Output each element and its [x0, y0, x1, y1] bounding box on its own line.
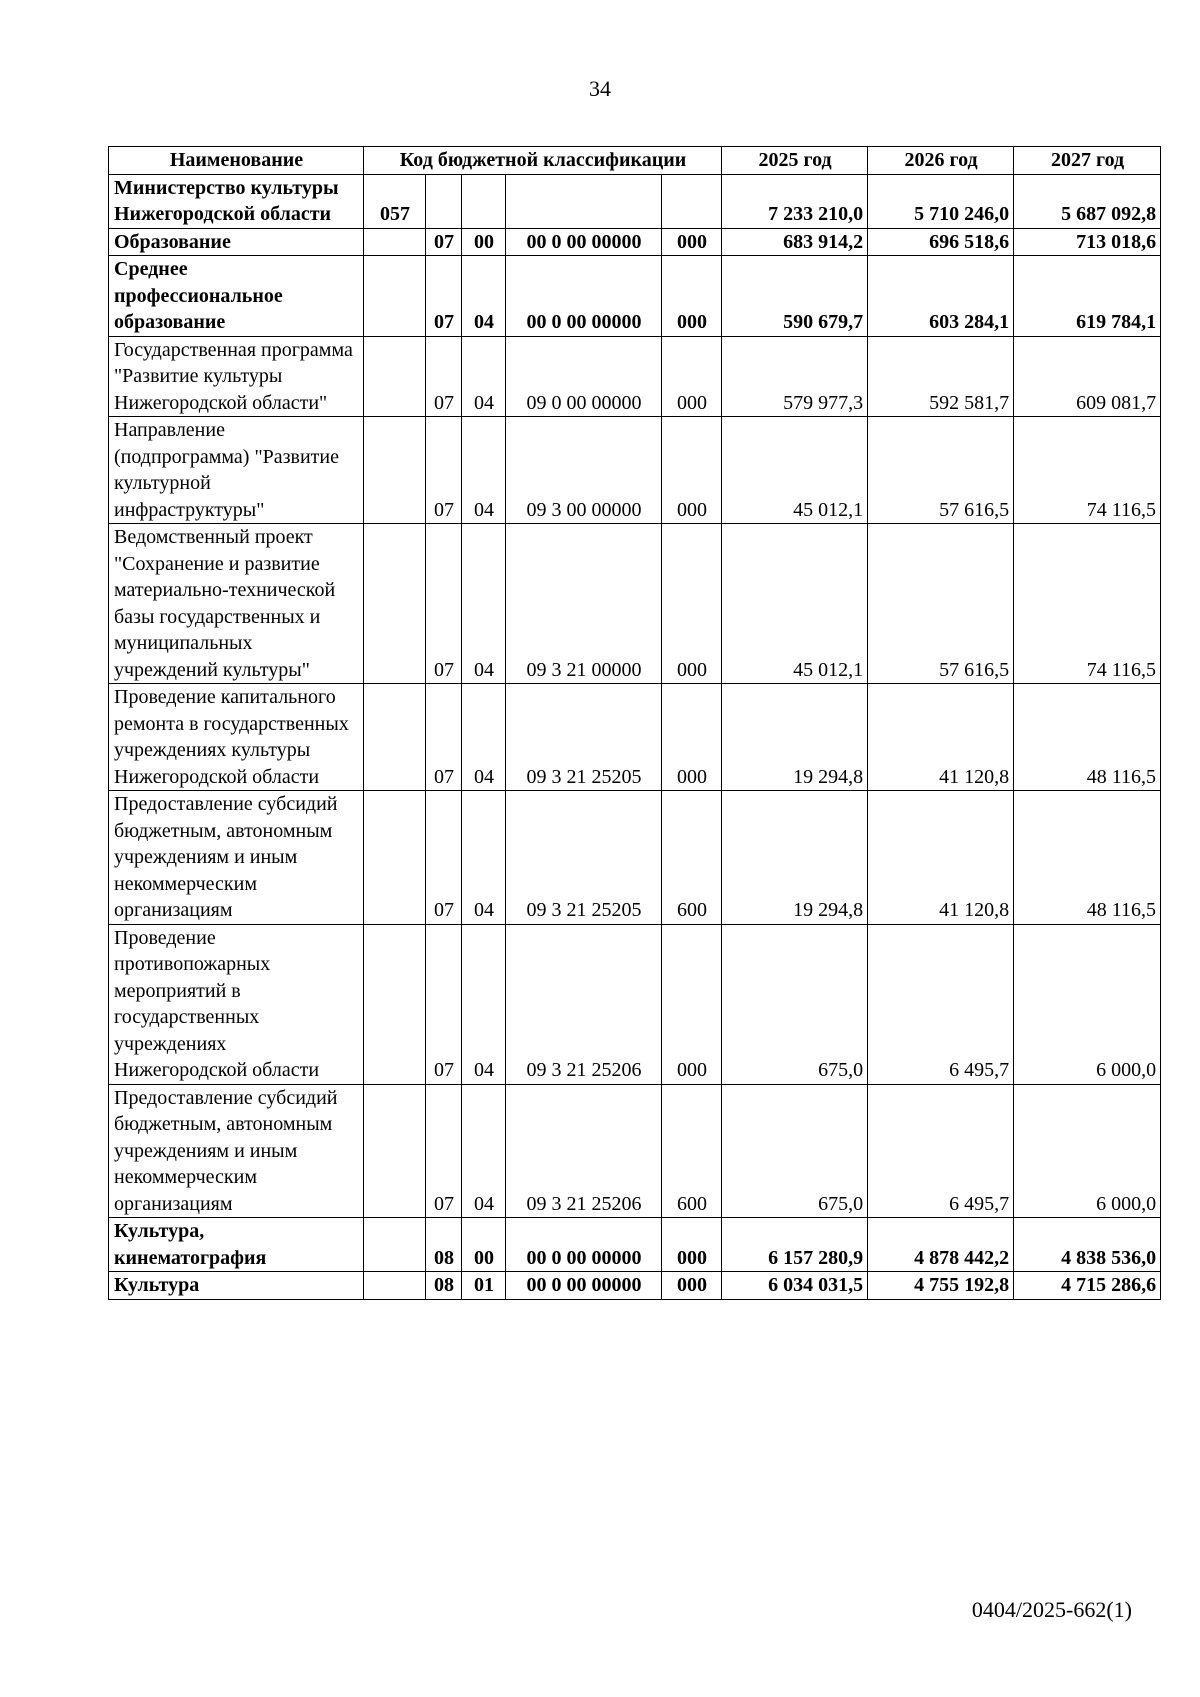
row-expense-type: 000 — [662, 684, 722, 791]
row-ved-code — [364, 336, 426, 417]
table-row — [109, 791, 1161, 925]
row-ved-code: 057 — [364, 174, 426, 228]
table-row — [109, 684, 1161, 791]
row-name: Предоставление субсидий бюджетным, автономным учреждениям и иным некоммерческим организациям — [109, 791, 364, 925]
row-value-2027: 48 116,5 — [1014, 791, 1161, 925]
row-ved-code — [364, 417, 426, 524]
table-row — [109, 1272, 1161, 1300]
table-body — [109, 174, 1161, 1299]
row-value-2026: 41 120,8 — [868, 684, 1014, 791]
row-ved-code — [364, 524, 426, 684]
row-subsection-code: 04 — [462, 256, 506, 337]
budget-table — [108, 146, 1161, 1300]
row-section-code: 07 — [426, 417, 462, 524]
row-target-article: 09 3 00 00000 — [506, 417, 662, 524]
row-value-2027: 5 687 092,8 — [1014, 174, 1161, 228]
row-expense-type: 600 — [662, 1084, 722, 1218]
row-value-2026: 6 495,7 — [868, 1084, 1014, 1218]
header-code: Код бюджетной классификации — [364, 147, 722, 175]
row-value-2027: 6 000,0 — [1014, 1084, 1161, 1218]
row-target-article — [506, 174, 662, 228]
table-row — [109, 228, 1161, 256]
row-subsection-code: 00 — [462, 1218, 506, 1272]
row-ved-code — [364, 1218, 426, 1272]
row-value-2027: 74 116,5 — [1014, 524, 1161, 684]
table-row — [109, 256, 1161, 337]
row-subsection-code: 04 — [462, 336, 506, 417]
row-name: Проведение противопожарных мероприятий в государственных учреждениях Нижегородской области — [109, 924, 364, 1084]
row-name: Среднее профессиональное образование — [109, 256, 364, 337]
row-value-2027: 4 715 286,6 — [1014, 1272, 1161, 1300]
row-value-2025: 675,0 — [722, 1084, 868, 1218]
row-name: Ведомственный проект "Сохранение и развитие материально-технической базы государственных и муниципальных учреждений культуры" — [109, 524, 364, 684]
row-section-code: 07 — [426, 791, 462, 925]
row-target-article: 09 3 21 25206 — [506, 924, 662, 1084]
row-expense-type: 000 — [662, 256, 722, 337]
row-value-2026: 592 581,7 — [868, 336, 1014, 417]
row-expense-type: 000 — [662, 1218, 722, 1272]
row-expense-type: 600 — [662, 791, 722, 925]
header-row — [109, 147, 1161, 175]
table-row — [109, 524, 1161, 684]
table-row — [109, 174, 1161, 228]
row-value-2025: 579 977,3 — [722, 336, 868, 417]
row-value-2025: 590 679,7 — [722, 256, 868, 337]
row-value-2026: 6 495,7 — [868, 924, 1014, 1084]
table-row — [109, 417, 1161, 524]
row-target-article: 09 0 00 00000 — [506, 336, 662, 417]
row-value-2025: 19 294,8 — [722, 791, 868, 925]
row-name: Образование — [109, 228, 364, 256]
row-name: Предоставление субсидий бюджетным, автономным учреждениям и иным некоммерческим организациям — [109, 1084, 364, 1218]
row-section-code: 07 — [426, 256, 462, 337]
row-value-2025: 6 034 031,5 — [722, 1272, 868, 1300]
row-value-2026: 696 518,6 — [868, 228, 1014, 256]
row-section-code: 07 — [426, 684, 462, 791]
row-expense-type: 000 — [662, 924, 722, 1084]
row-value-2027: 619 784,1 — [1014, 256, 1161, 337]
table-row — [109, 924, 1161, 1084]
row-value-2025: 7 233 210,0 — [722, 174, 868, 228]
row-value-2025: 19 294,8 — [722, 684, 868, 791]
header-2027: 2027 год — [1014, 147, 1161, 175]
row-section-code: 08 — [426, 1218, 462, 1272]
document-code: 0404/2025-662(1) — [971, 1597, 1132, 1622]
row-subsection-code: 04 — [462, 417, 506, 524]
row-value-2027: 74 116,5 — [1014, 417, 1161, 524]
row-value-2025: 45 012,1 — [722, 524, 868, 684]
row-ved-code — [364, 791, 426, 925]
row-expense-type — [662, 174, 722, 228]
row-value-2026: 4 878 442,2 — [868, 1218, 1014, 1272]
row-target-article: 09 3 21 25205 — [506, 684, 662, 791]
header-name: Наименование — [109, 147, 364, 175]
row-value-2025: 683 914,2 — [722, 228, 868, 256]
row-name: Министерство культуры Нижегородской области — [109, 174, 364, 228]
row-value-2027: 609 081,7 — [1014, 336, 1161, 417]
row-value-2027: 48 116,5 — [1014, 684, 1161, 791]
row-value-2025: 675,0 — [722, 924, 868, 1084]
row-subsection-code: 04 — [462, 924, 506, 1084]
row-section-code: 07 — [426, 524, 462, 684]
page-number: 34 — [589, 76, 611, 101]
row-target-article: 00 0 00 00000 — [506, 1272, 662, 1300]
row-value-2027: 6 000,0 — [1014, 924, 1161, 1084]
row-ved-code — [364, 924, 426, 1084]
row-ved-code — [364, 1084, 426, 1218]
row-value-2025: 45 012,1 — [722, 417, 868, 524]
row-section-code: 07 — [426, 1084, 462, 1218]
row-subsection-code: 04 — [462, 1084, 506, 1218]
row-subsection-code: 04 — [462, 791, 506, 925]
row-value-2026: 603 284,1 — [868, 256, 1014, 337]
row-target-article: 09 3 21 00000 — [506, 524, 662, 684]
row-section-code: 07 — [426, 924, 462, 1084]
row-value-2026: 5 710 246,0 — [868, 174, 1014, 228]
row-name: Проведение капитального ремонта в государственных учреждениях культуры Нижегородской области — [109, 684, 364, 791]
row-section-code — [426, 174, 462, 228]
row-value-2026: 4 755 192,8 — [868, 1272, 1014, 1300]
row-section-code: 08 — [426, 1272, 462, 1300]
row-ved-code — [364, 1272, 426, 1300]
row-name: Культура, кинематография — [109, 1218, 364, 1272]
row-value-2027: 4 838 536,0 — [1014, 1218, 1161, 1272]
row-subsection-code: 04 — [462, 684, 506, 791]
row-expense-type: 000 — [662, 524, 722, 684]
row-name: Направление (подпрограмма) "Развитие культурной инфраструктуры" — [109, 417, 364, 524]
row-expense-type: 000 — [662, 417, 722, 524]
row-target-article: 00 0 00 00000 — [506, 228, 662, 256]
row-ved-code — [364, 228, 426, 256]
row-target-article: 00 0 00 00000 — [506, 256, 662, 337]
row-name: Культура — [109, 1272, 364, 1300]
header-2026: 2026 год — [868, 147, 1014, 175]
table-row — [109, 1084, 1161, 1218]
row-expense-type: 000 — [662, 336, 722, 417]
row-expense-type: 000 — [662, 1272, 722, 1300]
row-value-2027: 713 018,6 — [1014, 228, 1161, 256]
row-name: Государственная программа "Развитие культуры Нижегородской области" — [109, 336, 364, 417]
row-ved-code — [364, 684, 426, 791]
row-value-2025: 6 157 280,9 — [722, 1218, 868, 1272]
header-2025: 2025 год — [722, 147, 868, 175]
row-section-code: 07 — [426, 336, 462, 417]
row-target-article: 09 3 21 25205 — [506, 791, 662, 925]
row-subsection-code: 04 — [462, 524, 506, 684]
row-value-2026: 57 616,5 — [868, 417, 1014, 524]
row-expense-type: 000 — [662, 228, 722, 256]
row-subsection-code: 01 — [462, 1272, 506, 1300]
row-value-2026: 41 120,8 — [868, 791, 1014, 925]
table-row — [109, 1218, 1161, 1272]
row-subsection-code — [462, 174, 506, 228]
row-target-article: 09 3 21 25206 — [506, 1084, 662, 1218]
row-subsection-code: 00 — [462, 228, 506, 256]
row-section-code: 07 — [426, 228, 462, 256]
row-target-article: 00 0 00 00000 — [506, 1218, 662, 1272]
row-ved-code — [364, 256, 426, 337]
table-row — [109, 336, 1161, 417]
row-value-2026: 57 616,5 — [868, 524, 1014, 684]
